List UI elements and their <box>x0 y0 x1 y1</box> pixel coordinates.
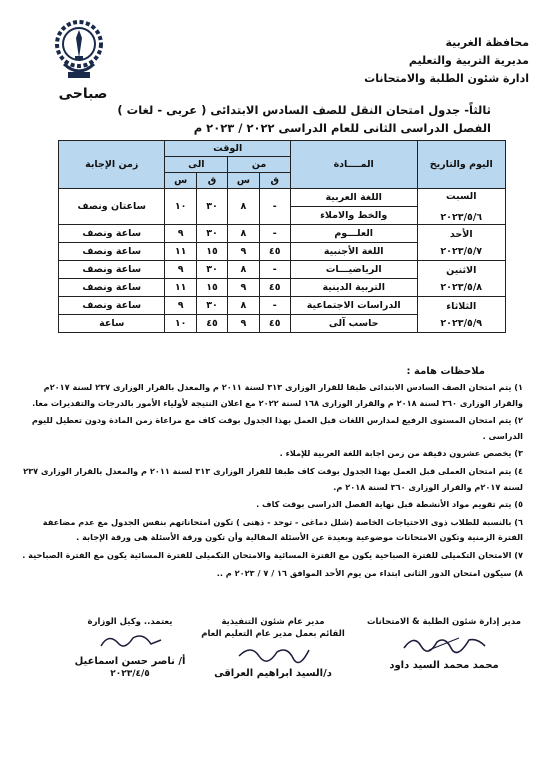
from-s-cell: ٨ <box>228 189 259 225</box>
from-q-cell: - <box>259 261 290 279</box>
exam-schedule-table <box>58 140 506 333</box>
duration-cell: ساعة ونصف <box>59 225 165 243</box>
duration-cell: ساعة ونصف <box>59 243 165 261</box>
schedule-subtitle: الفصل الدراسى الثانى للعام الدراسى ٢٠٢٢ / ٢٠٢٣ م <box>193 121 491 135</box>
department-label: ادارة شئون الطلبة والامتحانات <box>364 72 529 85</box>
header-duration: زمن الإجابة <box>59 141 165 189</box>
signature-right <box>359 616 529 671</box>
to-s-cell: ١١ <box>165 243 196 261</box>
note-item: ٧) الامتحان التكميلى للفترة الصباحية يكون مع الفترة المسائية والامتحان التكميلى للفترة المسائية يكون مع الفترة الصباحية . <box>22 549 523 560</box>
from-q-cell: - <box>259 297 290 315</box>
to-s-cell: ١١ <box>165 279 196 297</box>
note-item: ١) يتم امتحان الصف السادس الابتدائى طبقا للقرار الوزارى ٣١٣ لسنة ٢٠١١ م والمعدل بالقرار الوزارى ٢٣٧ لسنة ٢٠١٧م والقرار الوزارى ٣٦٠ لسنة ٢٠١٨ م والقرار الوزارى ١٦٨ لسنة ٢٠٢٢ مع اعلان النتيجة لأولياء الأمور بالدرجات والتقديرات معا. <box>32 382 523 408</box>
header-day-date: اليوم والتاريخ <box>417 141 506 189</box>
subject-cell: حاسب آلى <box>290 315 417 333</box>
signature-middle-name: د/السيد ابراهيم العراقى <box>214 668 332 679</box>
notes-title: ملاحظات هامة : <box>406 366 485 377</box>
to-q-cell: ٤٥ <box>196 315 227 333</box>
subject-cell: الرياضيـــات <box>290 261 417 279</box>
from-q-cell: ٤٥ <box>259 243 290 261</box>
to-s-cell: ١٠ <box>165 189 196 225</box>
day-name: الثلاثاء <box>446 300 477 312</box>
signature-left-date: ٢٠٢٣/٤/٥ <box>110 669 150 679</box>
day-date: ٢٠٢٣/٥/٨ <box>440 281 483 293</box>
from-q-cell: - <box>259 225 290 243</box>
to-q-cell: ٣٠ <box>196 189 227 225</box>
from-s-cell: ٨ <box>228 261 259 279</box>
day-name: السبت <box>446 190 477 202</box>
from-q-cell: - <box>259 189 290 225</box>
signature-right-title: مدير إدارة شئون الطلبة & الامتحانات <box>366 617 522 627</box>
note-item: ٨) سيكون امتحان الدور الثانى ابتداء من يوم الأحد الموافق ١٦ / ٧ / ٢٠٢٣ م .. <box>216 567 523 578</box>
header-block <box>289 34 529 88</box>
signature-left <box>60 616 200 679</box>
from-s-cell: ٩ <box>228 279 259 297</box>
table-row <box>59 261 506 279</box>
table-row <box>59 297 506 315</box>
signature-left-name: أ/ ناصر حسن اسماعيل <box>74 656 186 667</box>
to-q-cell: ١٥ <box>196 279 227 297</box>
directorate-label: مديرية التربية والتعليم <box>408 54 529 67</box>
handwritten-signature-icon <box>399 630 489 656</box>
note-item: ٥) يتم تقويم مواد الأنشطة قبل نهاية الفصل الدراسى بوقت كاف . <box>256 499 523 510</box>
from-s-cell: ٨ <box>228 297 259 315</box>
duration-cell: ساعة <box>59 315 165 333</box>
day-date: ٢٠٢٣/٥/٩ <box>440 317 483 329</box>
duration-cell: ساعة ونصف <box>59 261 165 279</box>
table-row <box>59 225 506 243</box>
handwritten-signature-icon <box>95 630 165 652</box>
header-to: الى <box>165 157 228 173</box>
day-name: الاثنين <box>446 264 477 276</box>
from-q-cell: ٤٥ <box>259 315 290 333</box>
note-item: ٦) بالنسبة للطلاب ذوى الاحتياجات الخاصة (شلل دماغى - توحد - ذهنى ) تكون امتحاناتهم بنفس الجدول مع عدم مضاعفة الفترة الزمنية وتكون الامتحانات موضوعية وبعيدة عن الأسئلة المقالية وأن تكون ورقة الأسئلة هى ورقة الإجابة . <box>42 516 523 543</box>
schedule-title: ثالثاً- جدول امتحان النقل للصف السادس الابتدائى ( عربى - لغات ) <box>117 103 491 117</box>
signature-right-name: محمد محمد السيد داود <box>389 660 499 671</box>
education-directorate-logo-icon <box>54 18 104 84</box>
signature-middle-title2: القائم بعمل مدير عام التعليم العام <box>201 629 345 639</box>
from-s-cell: ٩ <box>228 315 259 333</box>
subject-cell: العلـــوم <box>290 225 417 243</box>
shift-label: صباحى <box>58 86 108 102</box>
to-s-cell: ٩ <box>165 261 196 279</box>
signature-left-title: يعتمد.. وكيل الوزارة <box>87 617 173 627</box>
notes-list <box>15 380 523 583</box>
to-q-cell: ٣٠ <box>196 261 227 279</box>
header-to-q: ق <box>196 173 227 189</box>
subject-cell: التربية الدينية <box>290 279 417 297</box>
header-from: من <box>228 157 291 173</box>
subject-cell-line2: والخط والاملاء <box>290 207 417 225</box>
from-s-cell: ٩ <box>228 243 259 261</box>
from-s-cell: ٨ <box>228 225 259 243</box>
signature-middle <box>193 616 353 679</box>
day-date: ٢٠٢٣/٥/٦ <box>440 211 483 223</box>
duration-cell: ساعتان ونصف <box>59 189 165 225</box>
subject-cell: اللغة العربية <box>290 189 417 207</box>
day-cell <box>417 225 506 261</box>
day-date: ٢٠٢٣/٥/٧ <box>440 245 483 257</box>
duration-cell: ساعة ونصف <box>59 297 165 315</box>
subject-cell: الدراسات الاجتماعية <box>290 297 417 315</box>
duration-cell: ساعة ونصف <box>59 279 165 297</box>
handwritten-signature-icon <box>233 642 313 664</box>
to-q-cell: ٣٠ <box>196 225 227 243</box>
note-item: ٢) يتم امتحان المستوى الرفيع لمدارس اللغات قبل العمل بهذا الجدول بوقت كاف مع مراعاة زمن المادة ودون تعطيل لليوم الدراسى . <box>31 415 523 441</box>
header-from-s: س <box>228 173 259 189</box>
day-cell <box>417 261 506 297</box>
subject-cell: اللغة الأجنبية <box>290 243 417 261</box>
header-to-s: س <box>165 173 196 189</box>
day-name: الأحد <box>449 228 473 240</box>
to-q-cell: ١٥ <box>196 243 227 261</box>
header-from-q: ق <box>259 173 290 189</box>
governorate-label: محافظة الغربية <box>445 36 529 49</box>
day-cell <box>417 297 506 333</box>
header-time: الوقت <box>165 141 290 157</box>
to-s-cell: ٩ <box>165 297 196 315</box>
header-subject: المــــادة <box>290 141 417 189</box>
note-item: ٤) يتم امتحان العملى قبل العمل بهذا الجدول بوقت كاف طبقا للقرار الوزارى ٣١٣ لسنة ٢٠١١ م والمعدل بالقرار الوزارى ٢٣٧ لسنة ٢٠١٧م والقرار الوزارى ٣٦٠ لسنة ٢٠١٨ م. <box>23 465 523 492</box>
from-q-cell: ٤٥ <box>259 279 290 297</box>
signature-middle-title1: مدير عام شئون التنفيذية <box>221 617 325 627</box>
to-q-cell: ٣٠ <box>196 297 227 315</box>
to-s-cell: ١٠ <box>165 315 196 333</box>
table-row <box>59 189 506 207</box>
note-item: ٣) يخصص عشرون دقيقة من زمن اجابة اللغة العربية للإملاء . <box>279 448 523 459</box>
day-cell <box>417 189 506 225</box>
to-s-cell: ٩ <box>165 225 196 243</box>
